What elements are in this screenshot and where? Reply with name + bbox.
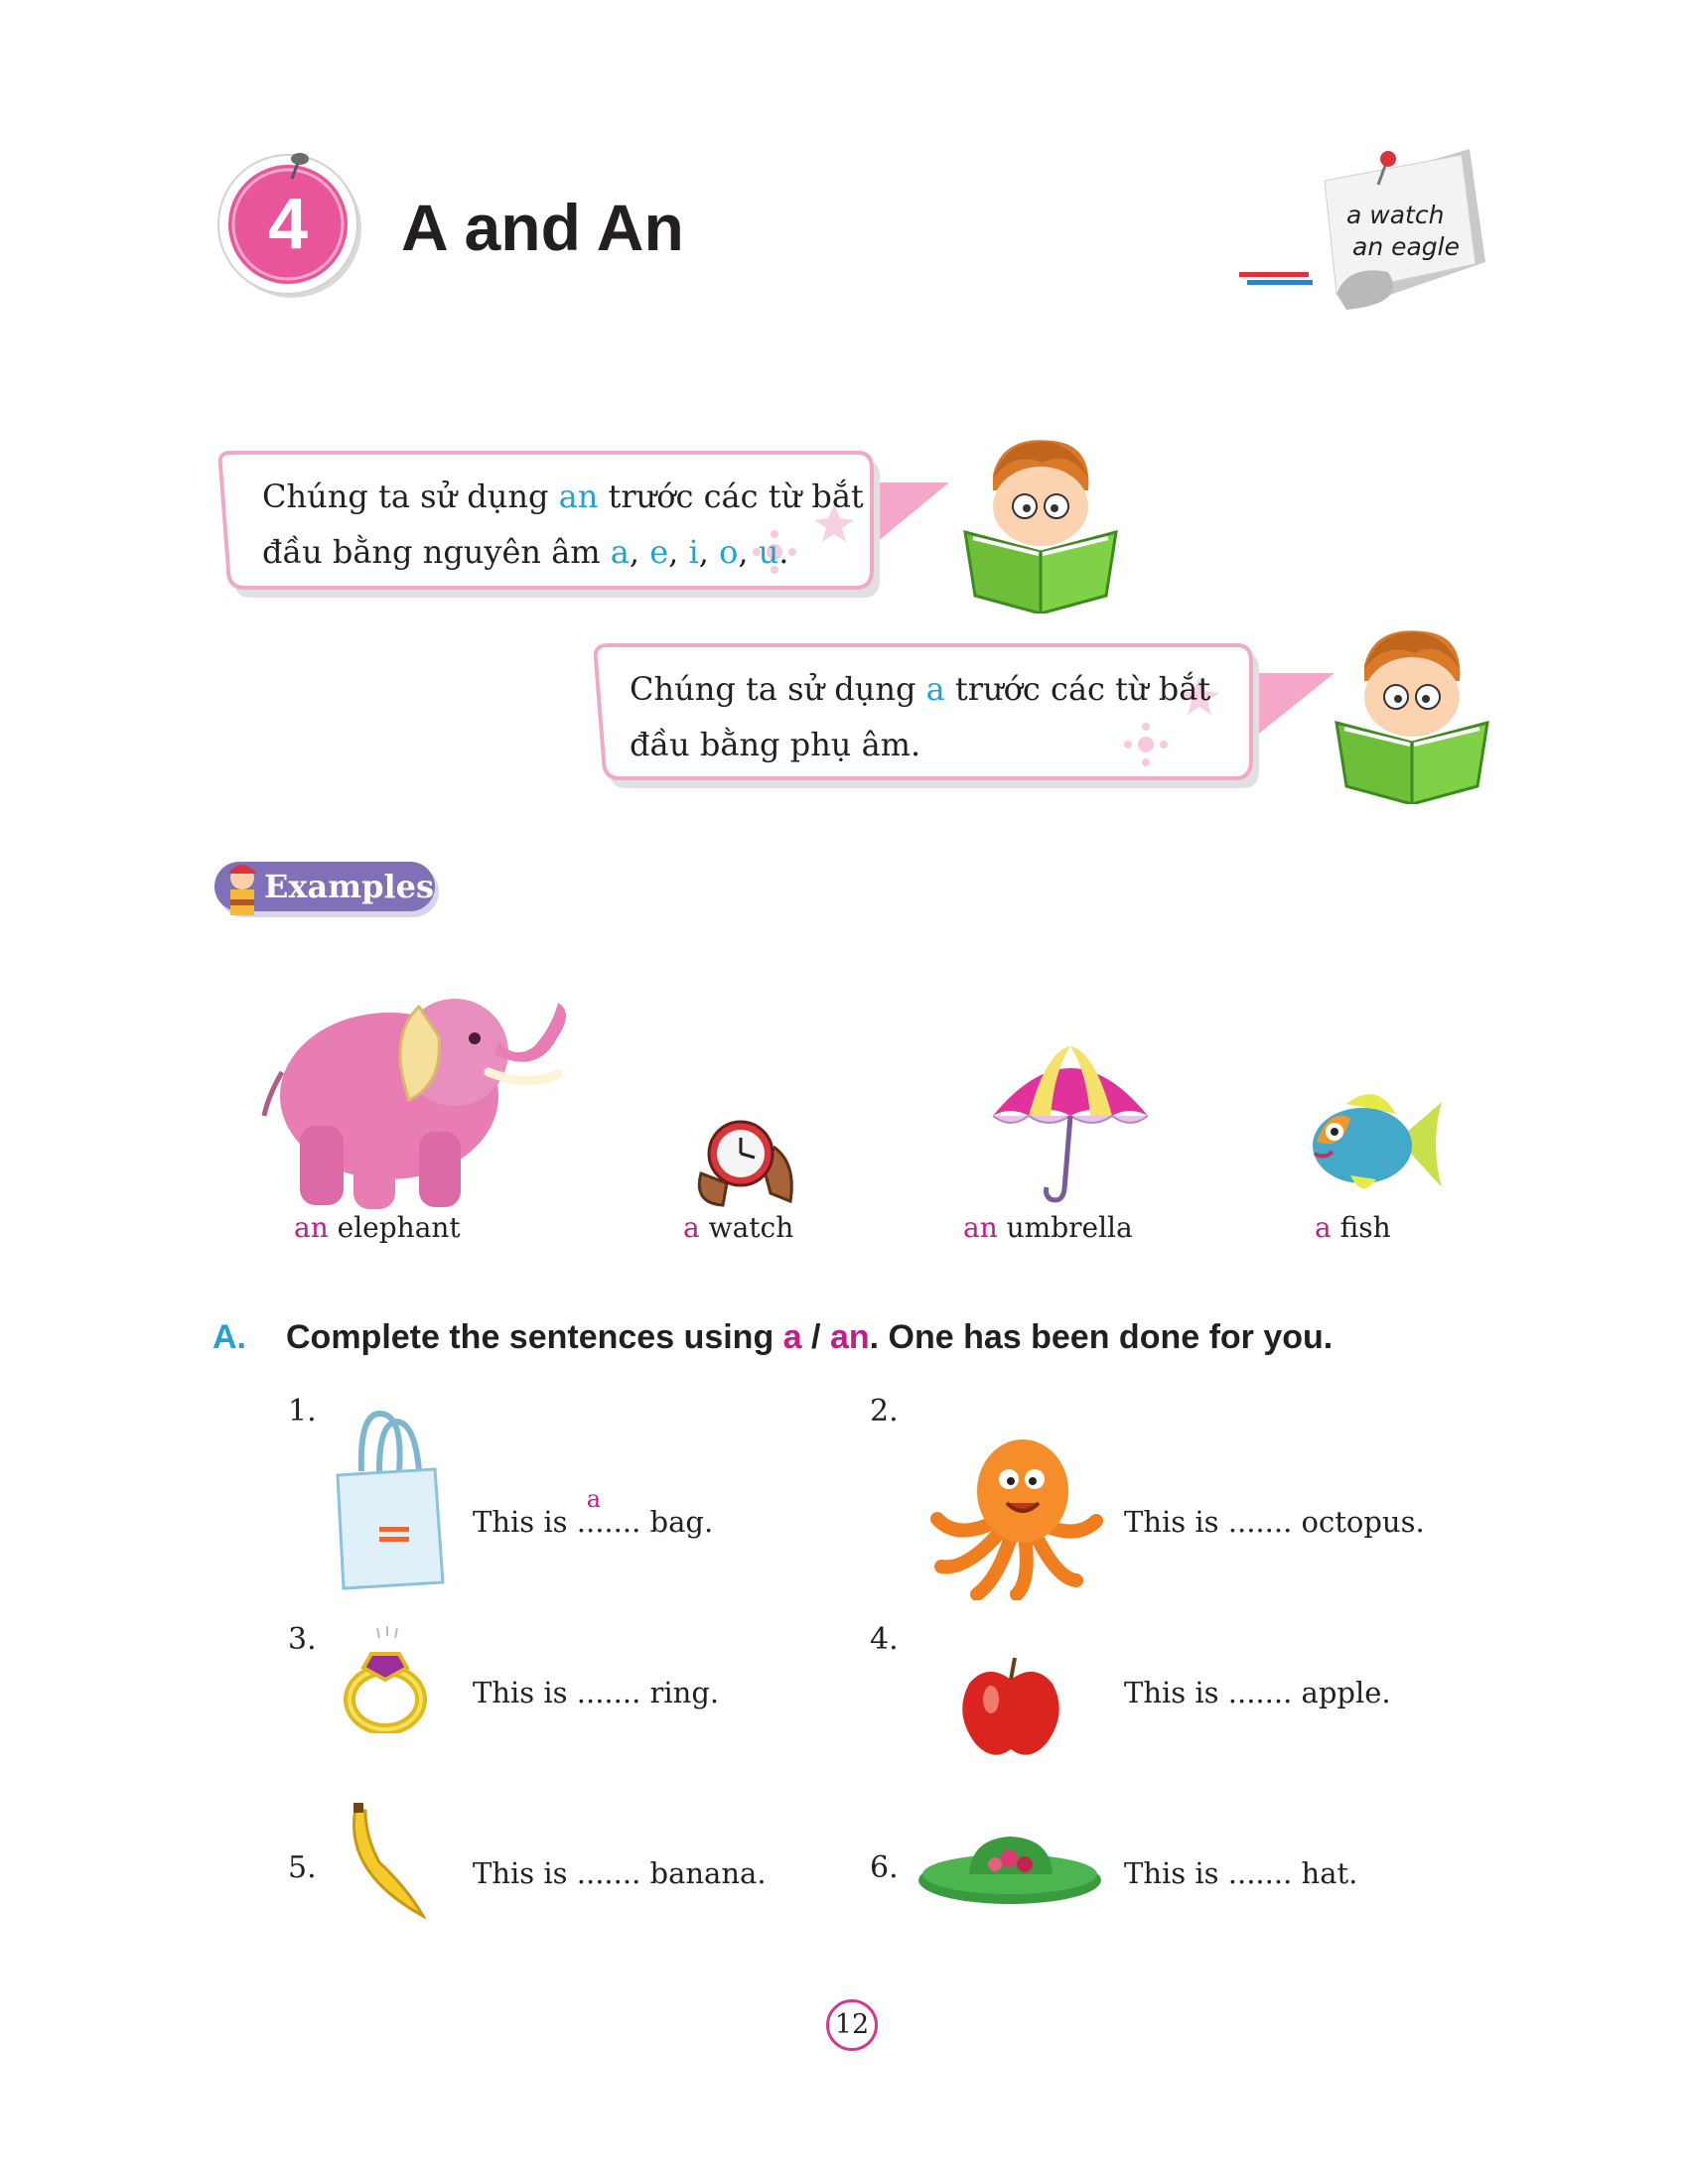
exercise-heading <box>212 1318 1333 1357</box>
example-caption-watch: a watch <box>683 1211 794 1244</box>
bubble1-keyword: an <box>558 478 599 515</box>
slash: / <box>801 1318 830 1356</box>
answer-blank-4[interactable]: ....... <box>1227 1676 1293 1709</box>
bubble2-line2: đầu bằng phụ âm. <box>630 726 921 763</box>
sentence-2: This is ....... octopus. <box>1124 1505 1425 1539</box>
examples-label: Examples <box>264 868 434 905</box>
item-number-4: 4. <box>870 1622 899 1657</box>
vowel-a: a <box>610 533 630 571</box>
item-number-3: 3. <box>288 1622 317 1657</box>
instruction-pre: Complete the sentences using <box>286 1318 783 1356</box>
pirate-icon <box>228 865 256 915</box>
examples-badge <box>212 856 443 921</box>
bubble2-keyword: a <box>925 670 945 708</box>
answer-blank-1[interactable]: ....... a <box>576 1485 641 1539</box>
sticky-note <box>1239 145 1489 324</box>
banana-icon <box>344 1803 433 1920</box>
umbrella-icon <box>989 1040 1152 1205</box>
bubble1-line2-pre: đầu bằng nguyên âm <box>262 533 611 571</box>
watch-icon <box>693 1114 798 1213</box>
sentence-3: This is ....... ring. <box>473 1676 720 1709</box>
chapter-number-badge <box>214 149 365 300</box>
separator: , <box>698 533 720 571</box>
answer-blank-3[interactable]: ....... <box>576 1676 641 1709</box>
ring-icon <box>342 1624 431 1733</box>
note-line-2: an eagle <box>1352 232 1461 261</box>
boy-reading-icon <box>953 435 1122 614</box>
vowel-e: e <box>649 533 669 571</box>
hat-icon <box>915 1831 1104 1910</box>
note-line-1: a watch <box>1346 201 1445 229</box>
fish-icon <box>1307 1084 1442 1207</box>
chapter-title: A and An <box>401 191 684 264</box>
boy-reading-icon <box>1325 625 1493 804</box>
vowel-i: i <box>688 533 699 571</box>
item-number-5: 5. <box>288 1850 317 1885</box>
item-number-1: 1. <box>288 1394 317 1429</box>
separator: , <box>738 533 759 571</box>
bubble2-line1-pre: Chúng ta sử dụng <box>630 670 926 708</box>
page-number: 12 <box>826 1999 878 2051</box>
pencils-icon <box>1239 272 1313 285</box>
bubble1-line1-pre: Chúng ta sử dụng <box>262 478 559 515</box>
answer-blank-5[interactable]: ....... <box>576 1856 641 1890</box>
option-an: an <box>829 1318 870 1356</box>
bag-icon <box>334 1408 445 1590</box>
filled-answer: a <box>586 1485 602 1513</box>
bubble2-line1-post: trước các từ bắt <box>944 670 1211 708</box>
bubble1-line1-post: trước các từ bắt <box>598 478 864 515</box>
exercise-letter: A. <box>212 1318 246 1356</box>
instruction-post: . One has been done for you. <box>869 1318 1334 1356</box>
chapter-number: 4 <box>267 185 309 264</box>
example-caption-umbrella: an umbrella <box>963 1211 1133 1244</box>
sentence-5: This is ....... banana. <box>473 1856 767 1890</box>
example-caption-fish: a fish <box>1315 1211 1391 1244</box>
elephant-icon <box>260 977 598 1215</box>
sentence-6: This is ....... hat. <box>1124 1856 1358 1890</box>
item-number-6: 6. <box>870 1850 899 1885</box>
option-a: a <box>782 1318 802 1356</box>
answer-blank-6[interactable]: ....... <box>1227 1856 1293 1890</box>
octopus-icon <box>927 1432 1106 1600</box>
vowel-o: o <box>719 533 739 571</box>
sentence-4: This is ....... apple. <box>1124 1676 1391 1709</box>
vowel-u: u <box>758 533 779 571</box>
apple-icon <box>957 1654 1066 1763</box>
example-caption-elephant: an elephant <box>294 1211 461 1244</box>
sentence-1: This is ....... a bag. <box>473 1485 714 1539</box>
speech-bubble-consonants <box>590 639 1344 798</box>
period: . <box>778 533 789 571</box>
answer-blank-2[interactable]: ....... <box>1227 1505 1293 1539</box>
item-number-2: 2. <box>870 1394 899 1429</box>
separator: , <box>629 533 650 571</box>
separator: , <box>668 533 689 571</box>
